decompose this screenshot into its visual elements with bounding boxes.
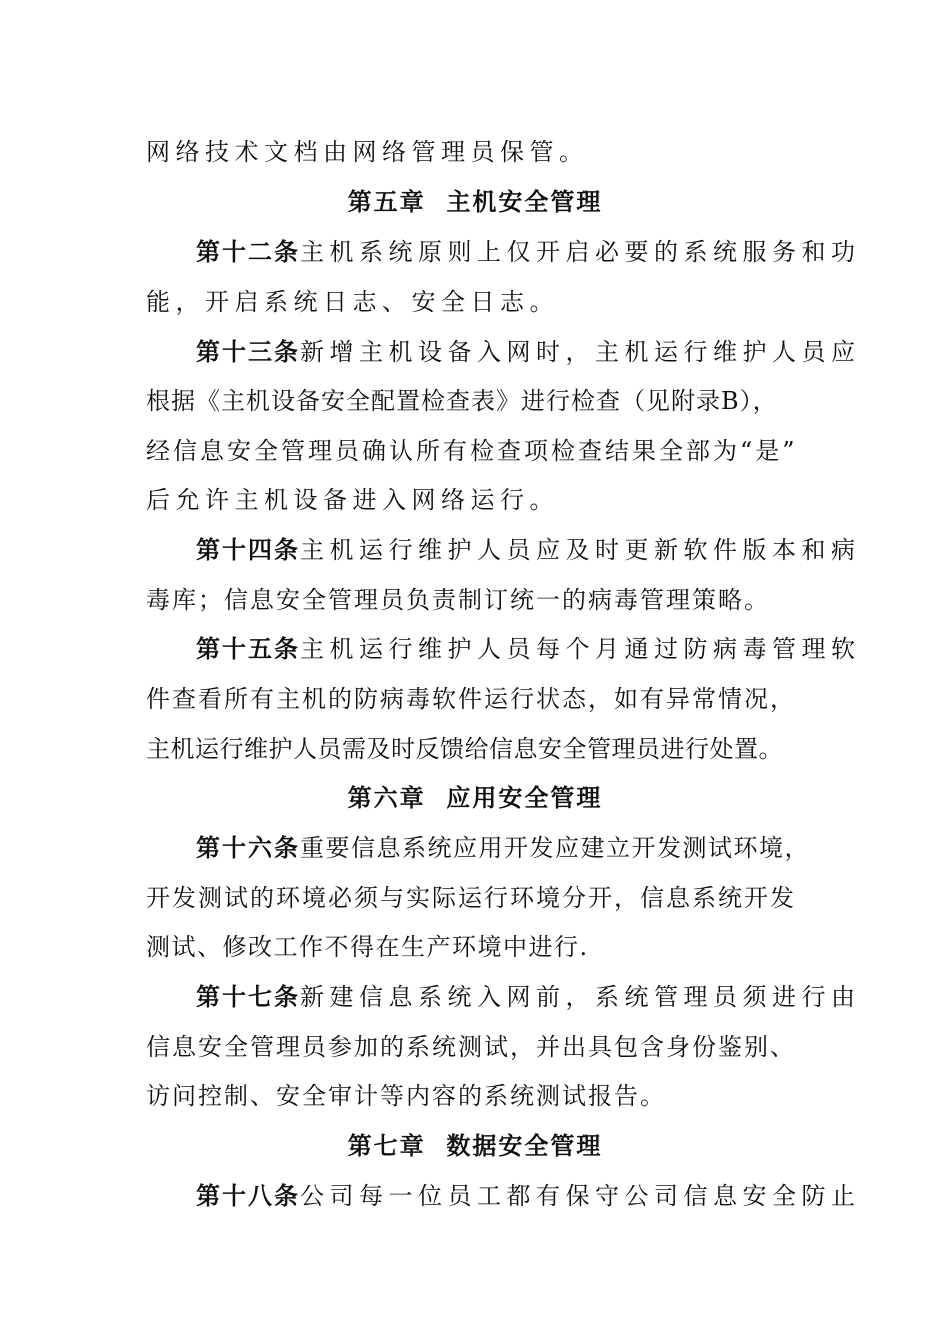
text-line: 根据《主机设备安全配置检查表》进行检查（见附录B）， — [146, 387, 778, 415]
article-text: 主机系统原则上仅开启必要的系统服务和功 — [300, 238, 861, 266]
article-text: 主机运行维护人员每个月通过防病毒管理软 — [300, 635, 861, 663]
article-16-line — [196, 833, 810, 863]
article-18-line — [196, 1181, 861, 1211]
text-line: 毒库；信息安全管理员负责制订统一的病毒管理策略。 — [146, 586, 770, 614]
chapter-heading-5: 第五章 主机安全管理 — [347, 188, 603, 216]
article-text: 公司每一位员工都有保守公司信息安全防止 — [300, 1182, 861, 1210]
article-number: 第十七条 — [196, 983, 300, 1011]
article-number: 第十六条 — [196, 834, 300, 862]
article-text: 主机运行维护人员应及时更新软件版本和病 — [300, 536, 861, 564]
text-line: 访问控制、安全审计等内容的系统测试报告。 — [146, 1082, 666, 1110]
text-line: 网络技术文档由网络管理员保管。 — [146, 138, 589, 166]
text-line: 件查看所有主机的防病毒软件运行状态，如有异常情况， — [146, 685, 796, 713]
text-line: 经信息安全管理员确认所有检查项检查结果全部为“是” — [146, 437, 798, 465]
article-number: 第十三条 — [196, 338, 300, 366]
article-number: 第十五条 — [196, 635, 300, 663]
chapter-heading-6: 第六章 应用安全管理 — [347, 784, 603, 812]
text-line: 测试、修改工作不得在生产环境中进行. — [146, 933, 589, 961]
text-line: 主机运行维护人员需及时反馈给信息安全管理员进行处置。 — [146, 735, 783, 763]
text-line: 能，开启系统日志、安全日志。 — [146, 288, 559, 316]
article-text: 新增主机设备入网时，主机运行维护人员应 — [300, 338, 861, 366]
article-13-line — [196, 337, 861, 367]
article-number: 第十二条 — [196, 238, 300, 266]
article-text: 重要信息系统应用开发应建立开发测试环境， — [300, 834, 810, 862]
article-text: 新建信息系统入网前，系统管理员须进行由 — [300, 983, 861, 1011]
article-17-line — [196, 982, 861, 1012]
text-line: 开发测试的环境必须与实际运行环境分开，信息系统开发 — [146, 884, 796, 912]
article-number: 第十四条 — [196, 536, 300, 564]
article-14-line — [196, 535, 861, 565]
text-line: 后允许主机设备进入网络运行。 — [146, 486, 559, 514]
article-number: 第十八条 — [196, 1182, 300, 1210]
article-15-line — [196, 634, 861, 664]
chapter-heading-7: 第七章 数据安全管理 — [347, 1132, 603, 1160]
text-line: 信息安全管理员参加的系统测试，并出具包含身份鉴别、 — [146, 1033, 796, 1061]
article-12-line — [196, 237, 861, 267]
